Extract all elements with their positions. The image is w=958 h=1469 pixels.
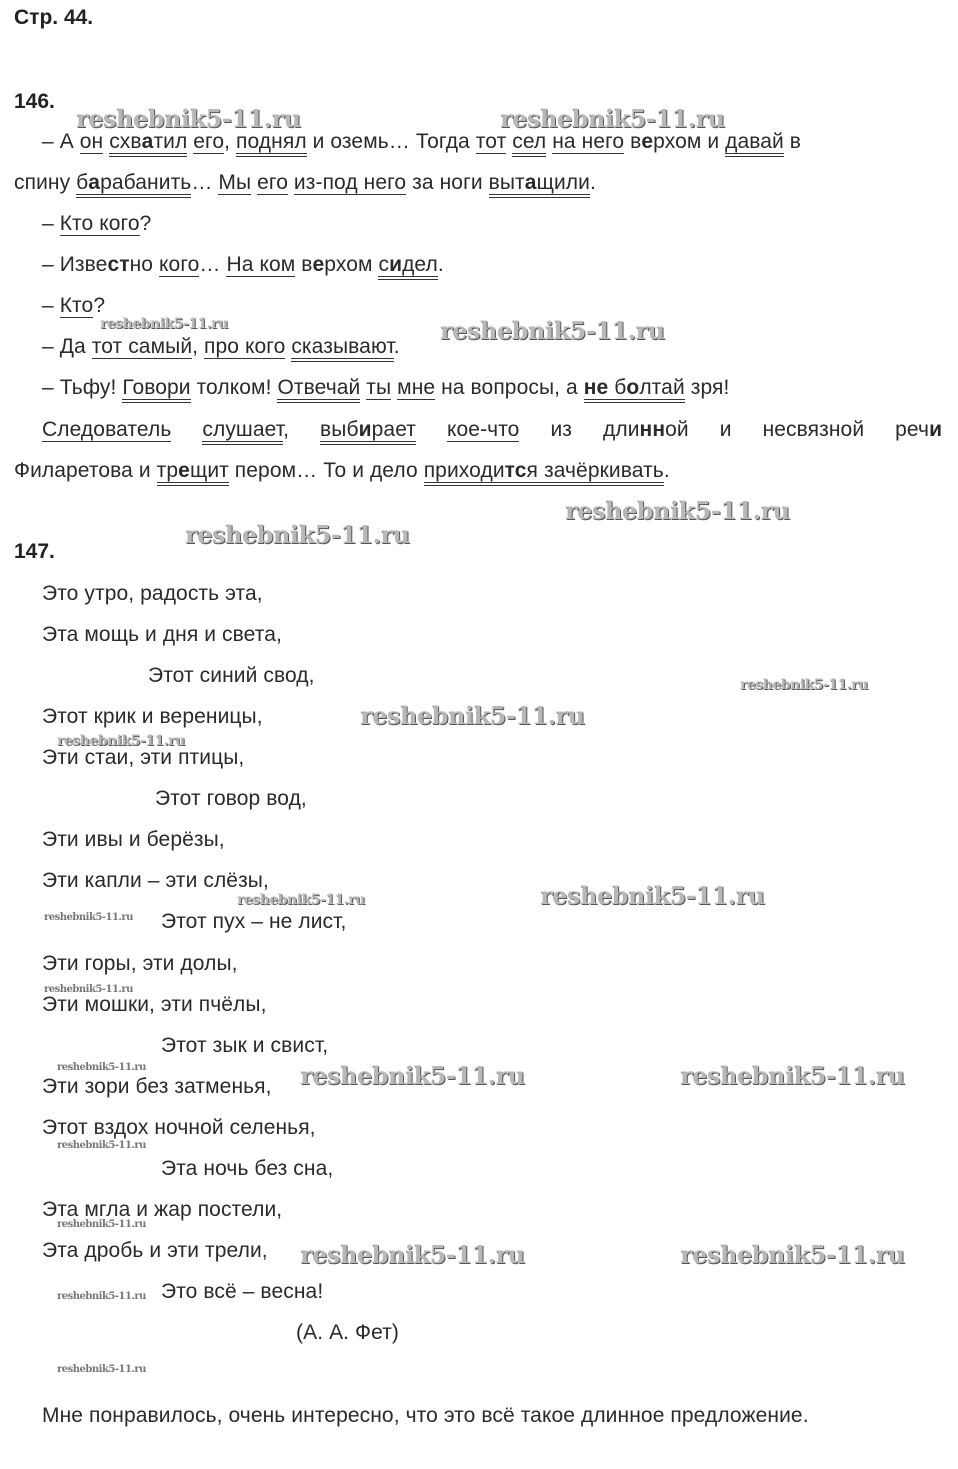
- text: спину: [14, 171, 77, 194]
- text: рает: [371, 418, 416, 441]
- text: из: [550, 418, 573, 441]
- text: …: [199, 253, 227, 276]
- object: мне: [397, 376, 436, 399]
- watermark: reshebnik5-11.ru: [57, 1219, 146, 1230]
- poem-line: Эти ивы и берёзы,: [42, 828, 225, 851]
- text: рхом: [324, 253, 379, 276]
- subject: ты: [366, 376, 392, 399]
- watermark: reshebnik5-11.ru: [740, 677, 868, 693]
- poem-line: Этот говор вод,: [155, 787, 307, 810]
- predicate: [584, 376, 685, 403]
- text: –: [42, 212, 60, 235]
- text: [895, 418, 942, 441]
- text: .: [437, 253, 444, 276]
- subject: Мы: [218, 171, 252, 194]
- stress: о: [626, 376, 640, 399]
- ex146-line-1: [42, 130, 801, 154]
- watermark: reshebnik5-11.ru: [540, 881, 765, 910]
- poem-line: Этот зык и свист,: [161, 1034, 329, 1057]
- predicate: [424, 459, 664, 486]
- watermark: reshebnik5-11.ru: [500, 104, 725, 133]
- watermark: reshebnik5-11.ru: [237, 892, 365, 908]
- ex146-line-6: [42, 335, 400, 359]
- text: ой: [665, 418, 689, 441]
- stress: е: [178, 459, 190, 482]
- text: – Да: [42, 335, 92, 358]
- stress: е: [312, 253, 325, 276]
- predicate: давай: [725, 130, 784, 157]
- text: щит: [189, 459, 229, 482]
- text: я: [526, 459, 539, 482]
- stress: и: [929, 418, 943, 441]
- text: реч: [895, 418, 930, 441]
- predicate: Говори: [122, 376, 190, 403]
- ex146-line-7: [42, 376, 729, 400]
- exercise-146-number: 146.: [14, 90, 55, 113]
- text: .: [663, 459, 670, 482]
- text: тр: [156, 459, 179, 482]
- poem-line: Этот крик и вереницы,: [42, 705, 263, 728]
- adverbial: На ком: [226, 253, 296, 276]
- text: ?: [139, 212, 152, 235]
- text: в: [624, 130, 642, 153]
- stress: и: [389, 253, 403, 276]
- predicate: слушает: [202, 418, 283, 445]
- text: – А: [42, 130, 80, 153]
- text: .: [589, 171, 596, 194]
- text: пером… То и дело: [228, 459, 424, 482]
- text: –: [42, 294, 60, 317]
- poem-line: Эти капли – эти слёзы,: [42, 869, 269, 892]
- text: на вопросы, а: [435, 376, 584, 399]
- watermark: reshebnik5-11.ru: [57, 1364, 146, 1375]
- text: и: [719, 418, 732, 441]
- watermark: reshebnik5-11.ru: [76, 104, 301, 133]
- predicate: [320, 418, 416, 445]
- text: – Тьфу!: [42, 376, 123, 399]
- predicate: поднял: [236, 130, 307, 157]
- stress: а: [141, 130, 154, 153]
- text: .: [393, 335, 400, 358]
- ex146-line-8: [42, 418, 942, 442]
- text: ,: [283, 418, 290, 441]
- text: рхом и: [653, 130, 726, 153]
- text: щили: [536, 171, 590, 194]
- watermark: reshebnik5-11.ru: [440, 316, 665, 345]
- subject: Следователь: [42, 418, 172, 441]
- watermark: reshebnik5-11.ru: [57, 1291, 146, 1302]
- object: его: [257, 171, 288, 194]
- predicate: [76, 171, 191, 198]
- text: б: [614, 376, 627, 399]
- watermark: reshebnik5-11.ru: [300, 1240, 525, 1269]
- poem-line: Эти зори без затменья,: [42, 1075, 272, 1098]
- text: [603, 418, 689, 441]
- watermark: reshebnik5-11.ru: [360, 701, 585, 730]
- text: за ноги: [406, 171, 489, 194]
- predicate: сказывают: [291, 335, 393, 362]
- watermark: reshebnik5-11.ru: [680, 1061, 905, 1090]
- text: выб: [320, 418, 359, 441]
- watermark: reshebnik5-11.ru: [680, 1240, 905, 1269]
- predicate: [378, 253, 437, 280]
- poem-line: Эта мощь и дня и света,: [42, 623, 282, 646]
- page-header: Стр. 44.: [14, 6, 94, 29]
- stress: тс: [504, 459, 527, 482]
- text: ,: [224, 130, 237, 153]
- stress: не: [583, 376, 609, 399]
- predicate: сел: [512, 130, 546, 157]
- adverbial: на него: [552, 130, 625, 153]
- text: …: [191, 171, 219, 194]
- watermark: reshebnik5-11.ru: [44, 912, 133, 923]
- text: но: [129, 253, 160, 276]
- watermark: reshebnik5-11.ru: [565, 496, 790, 525]
- poem-line: Эта ночь без сна,: [161, 1157, 334, 1180]
- text: в: [295, 253, 313, 276]
- predicate: [157, 459, 229, 486]
- subject: Кто кого: [59, 212, 140, 235]
- poem-line: Это утро, радость эта,: [42, 582, 263, 605]
- text: ?: [93, 294, 106, 317]
- text: зачёркивать: [543, 459, 664, 482]
- ex146-line-4: [42, 253, 444, 277]
- text: б: [76, 171, 89, 194]
- stress: е: [641, 130, 654, 153]
- watermark: reshebnik5-11.ru: [185, 520, 410, 549]
- poem-line: Эти мошки, эти пчёлы,: [42, 993, 267, 1016]
- subject: тот самый: [91, 335, 193, 358]
- watermark: reshebnik5-11.ru: [300, 1061, 525, 1090]
- text: дел: [402, 253, 438, 276]
- adverbial: из-под него: [293, 171, 407, 194]
- text: дли: [603, 418, 640, 441]
- ex146-line-5: [42, 294, 105, 318]
- text: несвязной: [762, 418, 865, 441]
- ex146-line-2: [14, 171, 596, 195]
- stress: а: [88, 171, 101, 194]
- poem-line: Это всё – весна!: [161, 1280, 324, 1303]
- watermark: reshebnik5-11.ru: [44, 984, 133, 995]
- subject: Кто: [59, 294, 94, 317]
- text: – Изве: [42, 253, 108, 276]
- predicate: Отвечай: [277, 376, 360, 403]
- subject: тот: [475, 130, 507, 153]
- text: рабанить: [100, 171, 192, 194]
- object: кого: [159, 253, 200, 276]
- text: тил: [153, 130, 188, 153]
- poem-line: Этот пух – не лист,: [161, 910, 347, 933]
- text: ,: [192, 335, 205, 358]
- text: приходи: [423, 459, 505, 482]
- comment-text: Мне понравилось, очень интересно, что это всё такое длинное предложение.: [42, 1404, 809, 1427]
- poem-line: Эти горы, эти долы,: [42, 952, 238, 975]
- poem-line: Эта мгла и жар постели,: [42, 1198, 283, 1221]
- stress: нн: [639, 418, 666, 441]
- object: кое-что: [446, 418, 520, 441]
- text: зря!: [684, 376, 730, 399]
- ex146-line-3: [42, 212, 151, 236]
- watermark: reshebnik5-11.ru: [57, 1140, 146, 1151]
- watermark: reshebnik5-11.ru: [57, 1062, 146, 1073]
- exercise-147-number: 147.: [14, 540, 55, 563]
- text: лтай: [639, 376, 685, 399]
- stress: а: [524, 171, 537, 194]
- stress: ст: [107, 253, 130, 276]
- watermark: reshebnik5-11.ru: [100, 316, 228, 332]
- stress: и: [358, 418, 372, 441]
- poem-line: Эти стаи, эти птицы,: [42, 746, 245, 769]
- text: и оземь… Тогда: [306, 130, 476, 153]
- poem-line: Эта дробь и эти трели,: [42, 1239, 268, 1262]
- object: про кого: [204, 335, 286, 358]
- subject: он: [79, 130, 104, 153]
- text: в: [783, 130, 802, 153]
- poem-author: (А. А. Фет): [296, 1321, 400, 1344]
- text: толком!: [190, 376, 278, 399]
- object: его: [193, 130, 225, 153]
- ex146-line-9: [14, 459, 670, 483]
- poem-line: Этот синий свод,: [148, 664, 315, 687]
- text: схв: [109, 130, 142, 153]
- text: с: [378, 253, 390, 276]
- text: Филаретова и: [14, 459, 157, 482]
- poem-line: Этот вздох ночной селенья,: [42, 1116, 316, 1139]
- text: выт: [488, 171, 525, 194]
- predicate: [489, 171, 590, 198]
- predicate: [109, 130, 187, 157]
- watermark: reshebnik5-11.ru: [57, 733, 185, 749]
